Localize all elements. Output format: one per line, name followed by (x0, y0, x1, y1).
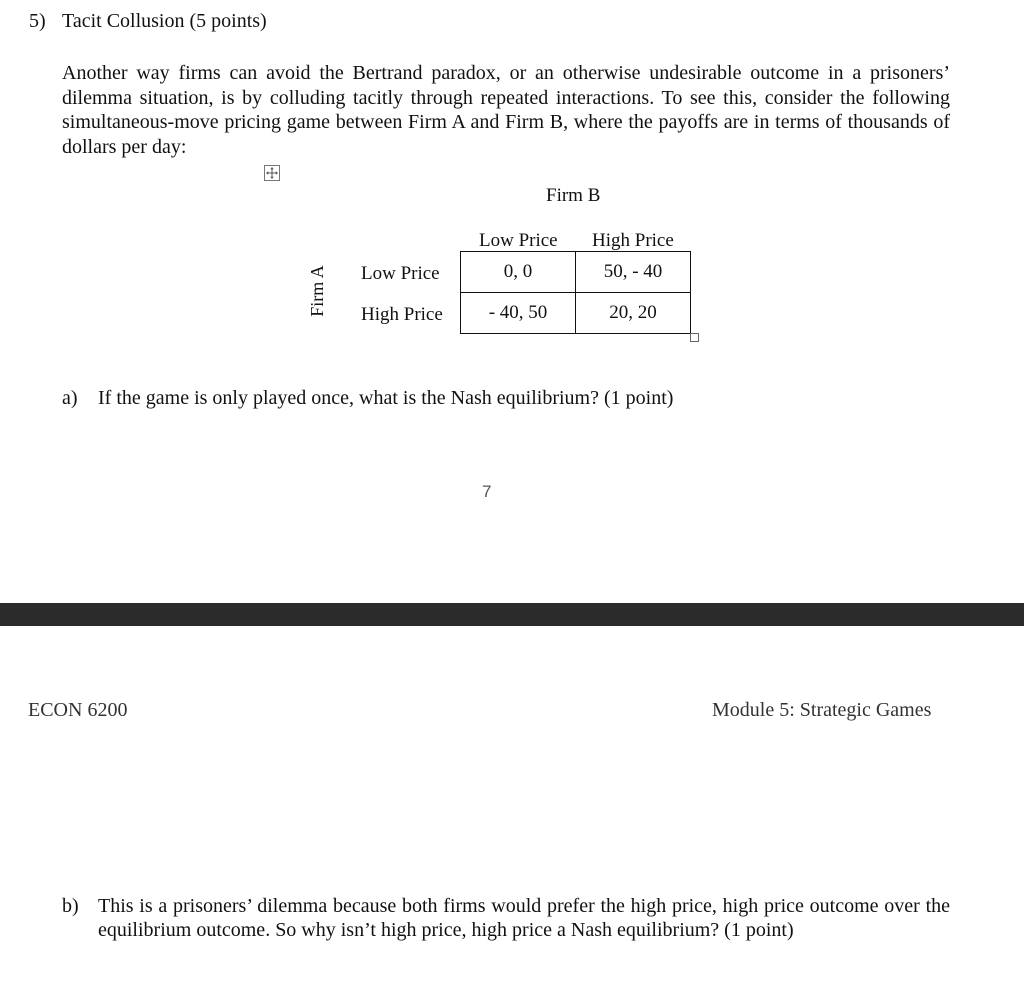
payoff-cell-low-high: 50, - 40 (576, 252, 691, 293)
question-number: 5) (29, 10, 46, 32)
part-a-label: a) (62, 387, 78, 409)
question-title: Tacit Collusion (5 points) (62, 10, 267, 32)
part-b-text: This is a prisoners’ dilemma because both firms would prefer the high price, high price outcome over the equilibrium outcome. So why isn’t high price, high price a Nash equilibrium? (1 point) (98, 895, 950, 941)
column-header-low-price: Low Price (479, 230, 558, 251)
footer-course: ECON 6200 (28, 699, 128, 721)
page-break-divider (0, 603, 1024, 626)
footer-module: Module 5: Strategic Games (712, 699, 932, 721)
column-player-label: Firm B (546, 185, 601, 206)
page-number: 7 (482, 482, 492, 501)
payoff-cell-low-low: 0, 0 (461, 252, 576, 293)
payoff-row (461, 252, 691, 293)
row-player-label: Firm A (307, 265, 327, 317)
column-header-high-price: High Price (592, 230, 674, 251)
part-a-text: If the game is only played once, what is the Nash equilibrium? (1 point) (98, 387, 674, 409)
payoff-cell-high-high: 20, 20 (576, 293, 691, 334)
payoff-cell-high-low: - 40, 50 (461, 293, 576, 334)
part-b-label: b) (62, 895, 79, 917)
resize-handle-icon[interactable] (690, 333, 699, 342)
row-header-high-price: High Price (361, 304, 443, 325)
move-handle-icon[interactable] (264, 165, 280, 181)
payoff-matrix[interactable] (460, 251, 691, 334)
payoff-row (461, 293, 691, 334)
row-header-low-price: Low Price (361, 263, 440, 284)
question-intro: Another way firms can avoid the Bertrand paradox, or an otherwise undesirable outcome in a prisoners’ dilemma situation, is by colluding tacitly through repeated interactions. To see this, consider the following simultaneous-move pricing game between Firm A and Firm B, where the payoffs are in terms of thousands of dollars per day: (62, 62, 950, 158)
